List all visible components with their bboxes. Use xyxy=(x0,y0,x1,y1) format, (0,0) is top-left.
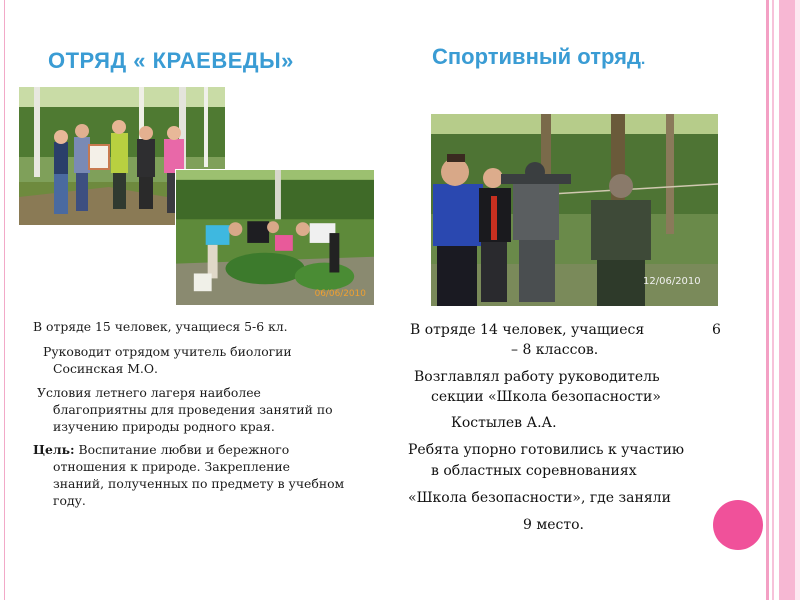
right-line-3: Возглавлял работу руководитель xyxy=(414,369,660,385)
right-line-5: Костылев А.А. xyxy=(451,415,557,431)
right-line-8: «Школа безопасности», где заняли xyxy=(408,490,671,506)
right-line-4: секции «Школа безопасности» xyxy=(431,389,661,405)
right-line-2: – 8 классов. xyxy=(511,342,599,358)
left-paragraph-3: Условия летнего лагеря наиболее благоприятны для проведения занятий по изучению природы родного края. xyxy=(37,385,333,434)
right-border-stripe xyxy=(779,0,795,600)
left-paragraph-2: Руководит отрядом учитель биологии Сосинская М.О. xyxy=(43,344,292,376)
right-border-stripe xyxy=(766,0,769,600)
right-border-stripe xyxy=(795,0,800,600)
decorative-pink-circle xyxy=(713,500,763,550)
goal-label: Цель: xyxy=(33,442,75,457)
right-line-1: В отряде 14 человек, учащиеся 6 xyxy=(410,322,721,338)
photo-sport-team xyxy=(431,114,718,306)
left-border-line xyxy=(4,0,5,600)
right-border-stripe xyxy=(772,0,774,600)
photo-date-stamp: 06/06/2010 xyxy=(314,289,366,300)
photo-date-stamp: 12/06/2010 xyxy=(643,276,701,287)
right-line-9: 9 место. xyxy=(523,517,584,533)
right-line-7: в областных соревнованиях xyxy=(431,463,637,479)
left-paragraph-1: В отряде 15 человек, учащиеся 5-6 кл. xyxy=(33,319,288,334)
left-section-title: ОТРЯД « КРАЕВЕДЫ» xyxy=(48,48,294,73)
right-line-6: Ребята упорно готовились к участию xyxy=(408,442,685,458)
left-goal-paragraph: Цель: Воспитание любви и бережного отношения к природе. Закрепление знаний, полученных по предмету в учебном году. xyxy=(33,442,345,508)
photo-kids-plants xyxy=(175,169,375,306)
right-section-title: Спортивный отряд. xyxy=(432,44,646,69)
